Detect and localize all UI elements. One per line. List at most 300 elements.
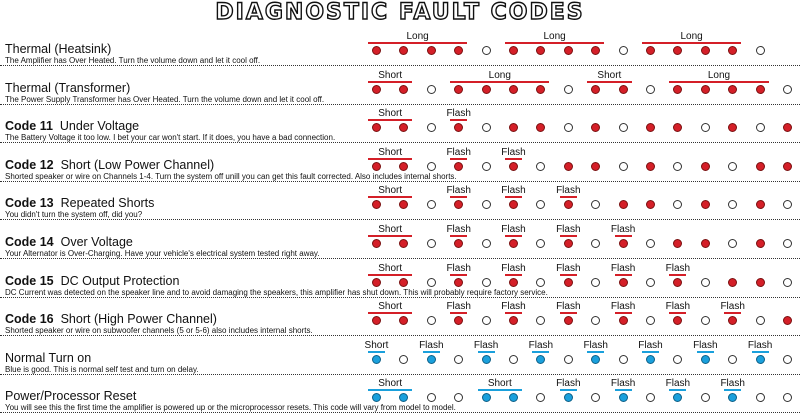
blink-group-label: Flash (446, 262, 471, 274)
fault-code: Code 12 (5, 157, 54, 172)
led-off-indicator (536, 393, 545, 402)
blink-group-label: Flash (610, 378, 636, 390)
blink-group-label: Flash (419, 339, 444, 351)
led-on-indicator (756, 278, 765, 287)
blink-group-underline (505, 42, 604, 44)
led-on-indicator (783, 123, 792, 132)
led-on-indicator (646, 162, 655, 171)
led-on-indicator (454, 46, 463, 55)
led-on-indicator (564, 278, 573, 287)
led-on-indicator (646, 123, 655, 132)
led-on-indicator (399, 123, 408, 132)
blink-group-label: Flash (610, 262, 636, 274)
led-on-indicator (509, 278, 518, 287)
led-on-indicator (728, 393, 737, 402)
led-on-indicator (591, 46, 600, 55)
led-off-indicator (427, 239, 436, 248)
led-off-indicator (591, 239, 600, 248)
fault-description: You will see this the first time the amplifier is powered up or the microprocessor resets. This code will vary from model to model. (5, 403, 456, 413)
blink-group-label: Flash (665, 301, 691, 313)
fault-row (0, 28, 800, 66)
fault-title (5, 351, 91, 365)
led-on-indicator (673, 316, 682, 325)
fault-row (0, 337, 800, 375)
blink-group-underline (450, 119, 467, 121)
led-on-indicator (399, 162, 408, 171)
led-on-indicator (783, 162, 792, 171)
blink-group-label: Flash (501, 185, 526, 197)
blink-group-underline (505, 312, 522, 314)
blink-group-underline (450, 235, 467, 237)
led-off-indicator (646, 239, 655, 248)
blink-group-label: Flash (446, 301, 471, 313)
fault-title (5, 42, 111, 56)
fault-name: Under Voltage (59, 119, 140, 134)
led-off-indicator (536, 239, 545, 248)
led-off-indicator (564, 123, 573, 132)
led-on-indicator (673, 393, 682, 402)
blink-group-underline (724, 312, 741, 314)
led-on-indicator (536, 355, 545, 364)
led-on-indicator (454, 239, 463, 248)
led-off-indicator (482, 278, 491, 287)
blink-group-underline (505, 196, 522, 198)
blink-group-underline (450, 196, 467, 198)
led-off-indicator (783, 85, 792, 94)
blink-group-underline (368, 42, 467, 44)
fault-title (5, 274, 179, 288)
led-on-indicator (372, 162, 381, 171)
led-on-indicator (619, 85, 628, 94)
blink-group-label: Long (680, 31, 703, 42)
blink-group-label: Flash (556, 378, 581, 390)
led-on-indicator (564, 162, 573, 171)
led-on-indicator (482, 355, 491, 364)
fault-title (5, 196, 154, 210)
led-off-indicator (756, 46, 765, 55)
blink-group-label: Flash (501, 262, 526, 274)
led-off-indicator (427, 85, 436, 94)
led-off-indicator (756, 393, 765, 402)
fault-row (0, 144, 800, 182)
blink-group-label: Flash (693, 339, 718, 351)
fault-description: The Battery Voltage it too low. I bet your car won't start. If it does, you have a bad connection. (5, 133, 336, 143)
led-off-indicator (536, 278, 545, 287)
led-on-indicator (591, 85, 600, 94)
led-on-indicator (564, 46, 573, 55)
led-on-indicator (673, 85, 682, 94)
blink-group-underline (450, 312, 467, 314)
led-off-indicator (701, 278, 710, 287)
blink-group-label: Flash (501, 146, 526, 158)
led-on-indicator (756, 85, 765, 94)
blink-group-label: Short (378, 69, 403, 81)
led-on-indicator (454, 278, 463, 287)
led-off-indicator (427, 200, 436, 209)
fault-title (5, 81, 130, 95)
led-off-indicator (427, 393, 436, 402)
led-on-indicator (673, 46, 682, 55)
led-on-indicator (372, 393, 381, 402)
led-off-indicator (701, 123, 710, 132)
led-on-indicator (536, 123, 545, 132)
led-on-indicator (756, 200, 765, 209)
blink-group-underline (724, 389, 741, 391)
led-on-indicator (509, 123, 518, 132)
fault-code: Code 15 (5, 273, 54, 288)
fault-name: Repeated Shorts (60, 196, 155, 211)
led-off-indicator (482, 316, 491, 325)
fault-title (5, 389, 136, 403)
fault-description: Blue is good. This is normal self test and turn on delay. (5, 364, 199, 374)
fault-title (5, 235, 133, 249)
led-off-indicator (783, 200, 792, 209)
led-on-indicator (399, 239, 408, 248)
blink-group-label: Flash (556, 301, 581, 313)
led-off-indicator (536, 162, 545, 171)
led-off-indicator (619, 162, 628, 171)
led-off-indicator (783, 239, 792, 248)
fault-description: The Amplifier has Over Heated. Turn the volume down and let it cool off. (5, 56, 261, 65)
led-off-indicator (673, 200, 682, 209)
led-on-indicator (619, 316, 628, 325)
led-off-indicator (591, 200, 600, 209)
led-on-indicator (509, 162, 518, 171)
led-off-indicator (783, 278, 792, 287)
led-off-indicator (482, 46, 491, 55)
led-on-indicator (728, 316, 737, 325)
fault-name: Over Voltage (60, 235, 133, 249)
blink-group-underline (478, 351, 495, 353)
blink-group-underline (368, 351, 385, 353)
led-off-indicator (619, 46, 628, 55)
led-on-indicator (427, 46, 436, 55)
blink-group-label: Flash (473, 339, 499, 351)
fault-row (0, 260, 800, 298)
blink-group-underline (752, 351, 769, 353)
fault-description: Shorted speaker or wire on subwoofer channels (5 or 5-6) also includes internal shorts. (5, 326, 313, 336)
blink-group-label: Short (364, 339, 389, 351)
led-off-indicator (482, 123, 491, 132)
blink-group-underline (423, 351, 440, 353)
led-on-indicator (591, 355, 600, 364)
led-on-indicator (564, 200, 573, 209)
blink-group-underline (615, 312, 632, 314)
led-on-indicator (619, 200, 628, 209)
led-on-indicator (536, 46, 545, 55)
led-off-indicator (564, 355, 573, 364)
blink-group-underline (642, 42, 741, 44)
blink-group-label: Flash (665, 378, 691, 390)
fault-row (0, 221, 800, 259)
led-on-indicator (701, 355, 710, 364)
blink-group-underline (505, 274, 522, 276)
page-title: DIAGNOSTIC FAULT CODES (215, 0, 585, 25)
led-on-indicator (399, 393, 408, 402)
led-on-indicator (619, 239, 628, 248)
led-on-indicator (372, 123, 381, 132)
led-on-indicator (701, 162, 710, 171)
fault-row (0, 298, 800, 336)
led-on-indicator (454, 200, 463, 209)
led-on-indicator (509, 239, 518, 248)
led-off-indicator (619, 355, 628, 364)
led-off-indicator (673, 162, 682, 171)
led-off-indicator (454, 355, 463, 364)
led-off-indicator (728, 239, 737, 248)
led-on-indicator (509, 393, 518, 402)
led-on-indicator (399, 316, 408, 325)
led-on-indicator (454, 123, 463, 132)
led-off-indicator (591, 393, 600, 402)
led-off-indicator (536, 316, 545, 325)
blink-group-underline (450, 158, 467, 160)
blink-group-underline (450, 274, 467, 276)
blink-group-underline (368, 119, 412, 121)
blink-group-underline (368, 196, 412, 198)
blink-group-label: Flash (556, 185, 581, 197)
blink-group-label: Short (378, 224, 403, 235)
fault-row (0, 182, 800, 220)
fault-row (0, 105, 800, 143)
blink-group-underline (642, 351, 659, 353)
led-off-indicator (783, 393, 792, 402)
blink-group-label: Short (378, 262, 403, 274)
blink-group-label: Flash (501, 224, 526, 235)
led-on-indicator (646, 355, 655, 364)
led-on-indicator (673, 123, 682, 132)
fault-name: Short (High Power Channel) (60, 312, 217, 327)
led-on-indicator (619, 278, 628, 287)
blink-group-label: Flash (610, 301, 636, 313)
blink-group-underline (505, 158, 522, 160)
blink-group-underline (560, 235, 577, 237)
blink-group-label: Flash (446, 108, 471, 120)
fault-name: Normal Turn on (5, 350, 92, 365)
led-on-indicator (509, 85, 518, 94)
led-on-indicator (509, 316, 518, 325)
fault-title (5, 312, 217, 326)
blink-group-underline (669, 312, 686, 314)
blink-group-label: Flash (665, 262, 691, 274)
blink-group-underline (587, 81, 631, 83)
led-on-indicator (619, 393, 628, 402)
blink-group-label: Short (378, 185, 403, 197)
led-on-indicator (564, 316, 573, 325)
fault-description: The Power Supply Transformer has Over Heated. Turn the volume down and let it cool off. (5, 94, 325, 104)
fault-title (5, 158, 214, 172)
led-off-indicator (591, 316, 600, 325)
led-on-indicator (756, 355, 765, 364)
led-off-indicator (646, 278, 655, 287)
led-on-indicator (701, 200, 710, 209)
blink-group-underline (368, 274, 412, 276)
led-off-indicator (591, 278, 600, 287)
fault-description: DC Current was detected on the speaker line and to avoid damaging the speakers, this amplifier has shut down. This will probably require factory service. (5, 287, 548, 297)
fault-description: You didn't turn the system off, did you? (5, 210, 143, 220)
blink-group-label: Flash (720, 301, 745, 313)
blink-group-label: Short (378, 378, 403, 390)
fault-name: Power/Processor Reset (5, 389, 137, 404)
fault-name: Short (Low Power Channel) (60, 157, 215, 172)
fault-description: Your Alternator is Over-Charging. Have your vehicle's electrical system tested right away. (5, 249, 320, 258)
led-on-indicator (646, 46, 655, 55)
led-on-indicator (509, 46, 518, 55)
fault-name: DC Output Protection (60, 273, 180, 288)
led-on-indicator (783, 316, 792, 325)
fault-code: Code 11 (5, 119, 53, 134)
led-on-indicator (564, 393, 573, 402)
led-on-indicator (399, 46, 408, 55)
led-off-indicator (701, 316, 710, 325)
fault-row (0, 375, 800, 413)
fault-code: Code 16 (5, 312, 54, 327)
blink-group-underline (368, 81, 412, 83)
led-off-indicator (756, 123, 765, 132)
fault-row (0, 67, 800, 105)
blink-group-underline (368, 389, 412, 391)
led-on-indicator (673, 239, 682, 248)
led-off-indicator (509, 355, 518, 364)
led-on-indicator (399, 200, 408, 209)
fault-code: Code 14 (5, 235, 54, 249)
led-off-indicator (536, 200, 545, 209)
led-on-indicator (701, 239, 710, 248)
led-on-indicator (399, 85, 408, 94)
led-on-indicator (372, 278, 381, 287)
fault-description: Shorted speaker or wire on Channels 1-4. Turn the system off unill you can get this fault corrected. Also includes internal shorts. (5, 171, 457, 181)
led-off-indicator (619, 123, 628, 132)
fault-code: Code 13 (5, 196, 54, 211)
led-off-indicator (756, 316, 765, 325)
blink-group-label: Flash (583, 339, 608, 351)
blink-group-label: Flash (556, 224, 581, 235)
fault-name: Thermal (Heatsink) (5, 42, 112, 56)
led-on-indicator (564, 239, 573, 248)
led-off-indicator (427, 123, 436, 132)
blink-group-underline (560, 196, 577, 198)
blink-group-underline (697, 351, 714, 353)
blink-group-label: Short (597, 69, 622, 81)
led-off-indicator (673, 355, 682, 364)
blink-group-label: Flash (446, 146, 471, 158)
led-on-indicator (372, 46, 381, 55)
led-off-indicator (427, 316, 436, 325)
led-off-indicator (427, 278, 436, 287)
blink-group-underline (587, 351, 604, 353)
led-on-indicator (728, 278, 737, 287)
blink-group-underline (669, 274, 686, 276)
blink-group-underline (669, 81, 768, 83)
led-off-indicator (482, 239, 491, 248)
blink-group-label: Short (487, 378, 512, 390)
led-on-indicator (372, 239, 381, 248)
blink-group-label: Long (707, 69, 731, 81)
blink-group-underline (532, 351, 549, 353)
blink-group-underline (450, 81, 549, 83)
led-off-indicator (427, 162, 436, 171)
led-off-indicator (482, 162, 491, 171)
fault-name: Thermal (Transformer) (5, 80, 131, 95)
led-off-indicator (564, 85, 573, 94)
led-on-indicator (591, 162, 600, 171)
blink-group-label: Flash (501, 301, 526, 313)
blink-group-underline (560, 389, 577, 391)
led-on-indicator (756, 239, 765, 248)
blink-group-label: Flash (446, 224, 471, 235)
blink-group-label: Flash (528, 339, 554, 351)
blink-group-label: Long (406, 31, 429, 42)
led-on-indicator (756, 162, 765, 171)
led-on-indicator (482, 393, 491, 402)
blink-group-underline (560, 312, 577, 314)
blink-group-label: Flash (610, 224, 636, 235)
blink-group-underline (560, 274, 577, 276)
led-on-indicator (454, 85, 463, 94)
fault-title (5, 119, 139, 133)
led-on-indicator (454, 316, 463, 325)
led-on-indicator (673, 278, 682, 287)
led-on-indicator (646, 200, 655, 209)
led-off-indicator (646, 85, 655, 94)
blink-group-label: Flash (446, 185, 471, 197)
led-on-indicator (728, 46, 737, 55)
blink-group-label: Flash (720, 378, 745, 390)
led-off-indicator (399, 355, 408, 364)
led-on-indicator (701, 85, 710, 94)
led-off-indicator (728, 162, 737, 171)
blink-group-underline (368, 158, 412, 160)
led-off-indicator (728, 355, 737, 364)
led-off-indicator (482, 200, 491, 209)
led-on-indicator (372, 85, 381, 94)
led-off-indicator (728, 200, 737, 209)
blink-group-underline (478, 389, 522, 391)
led-on-indicator (372, 316, 381, 325)
blink-group-label: Short (378, 146, 403, 158)
led-on-indicator (427, 355, 436, 364)
blink-group-label: Short (378, 108, 403, 120)
led-off-indicator (701, 393, 710, 402)
blink-group-underline (505, 235, 522, 237)
blink-group-underline (368, 235, 412, 237)
blink-group-label: Flash (556, 262, 581, 274)
led-on-indicator (372, 355, 381, 364)
led-on-indicator (536, 85, 545, 94)
led-on-indicator (399, 278, 408, 287)
led-on-indicator (591, 123, 600, 132)
blink-group-label: Flash (747, 339, 773, 351)
led-on-indicator (701, 46, 710, 55)
blink-group-label: Flash (638, 339, 663, 351)
blink-group-underline (669, 389, 686, 391)
led-on-indicator (509, 200, 518, 209)
blink-group-label: Long (543, 31, 566, 42)
led-on-indicator (372, 200, 381, 209)
blink-group-label: Long (488, 69, 511, 81)
led-off-indicator (646, 316, 655, 325)
led-on-indicator (454, 162, 463, 171)
led-off-indicator (646, 393, 655, 402)
led-on-indicator (728, 85, 737, 94)
blink-group-underline (615, 389, 632, 391)
blink-group-label: Short (378, 301, 403, 313)
led-on-indicator (728, 123, 737, 132)
led-off-indicator (783, 355, 792, 364)
led-on-indicator (482, 85, 491, 94)
blink-group-underline (615, 235, 632, 237)
blink-group-underline (615, 274, 632, 276)
